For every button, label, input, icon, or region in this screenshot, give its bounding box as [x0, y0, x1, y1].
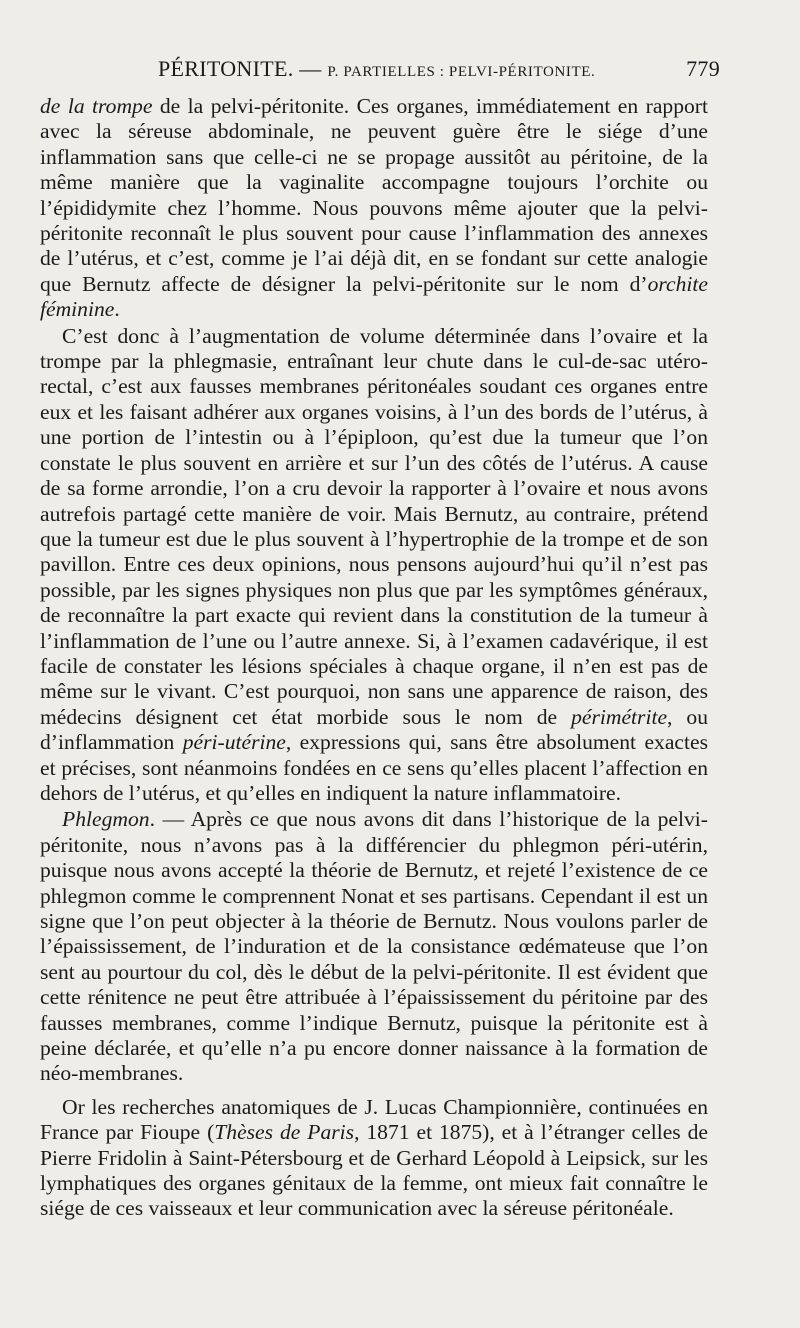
paragraph	[40, 1095, 708, 1222]
text-run: , 1871 et 1875), et à l’étranger celles de Pierre Fridolin à Saint-Pétersbourg et de Gerhard Léopold à Leipsick, sur les lymphatiques des organes génitaux de la femme, ont mieux fait connaître le siége de ces vaisseaux et leur communication avec la séreuse péritonéale.	[40, 1120, 708, 1221]
emphasis-text: périmétrite	[571, 704, 668, 729]
text-run: Or les recherches anatomiques de J. Lucas Championnière, continuées en France par Fioupe (	[40, 1094, 708, 1145]
paragraph	[40, 807, 708, 1086]
paragraph	[40, 324, 708, 807]
emphasis-text: de la trompe	[40, 94, 153, 118]
text-run: de la pelvi-péritonite. Ces organes, immédiatement en rapport avec la séreuse abdominale, ne peuvent guère être le siége d’une inflammation sans que celle-ci ne se propage aussitôt au péritoine, de la même manière que la vaginalite accompagne toujours l’orchite ou l’épididymite chez l’homme. Nous pouvons même ajouter que la pelvi-péritonite reconnaît le plus souvent pour cause l’inflammation des annexes de l’utérus, et c’est, comme je l’ai déjà dit, en se fondant sur cette analogie que Bernutz affecte de désigner la pelvi-péritonite sur le nom d’	[40, 94, 708, 296]
page-number: 779	[686, 56, 720, 81]
paragraph	[40, 94, 708, 323]
running-header	[40, 56, 720, 88]
emphasis-text: orchite féminine	[40, 271, 708, 322]
running-title	[158, 56, 595, 82]
text-run: . — Après ce que nous avons dit dans l’historique de la pelvi-péritonite, nous n’avons pas à la différencier du phlegmon péri-utérin, puisque nous avons accepté la théorie de Bernutz, et rejeté l’existence de ce phlegmon comme le comprennent Nonat et ses partisans. Cependant il est un signe que l’on peut objecter à la théorie de Bernutz. Nous voulons parler de l’épaississement, de l’induration et de la consistance œdémateuse que l’on sent au pourtour du col, dès le début de la pelvi-péritonite. Il est évident que cette rénitence ne peut être attribuée à l’épaississement du péritoine par des fausses membranes, comme l’indique Bernutz, puisque la péritonite est à peine déclarée, et qu’elle n’a pu encore donner naissance à la formation de néo-membranes.	[40, 807, 708, 1086]
emphasis-text: Phlegmon	[62, 807, 150, 832]
emphasis-text: Thèses de Paris	[214, 1120, 355, 1145]
header-dash: —	[293, 56, 328, 81]
page-body	[40, 94, 708, 1222]
text-run: , expressions qui, sans être absolument exactes et précises, sont néanmoins fondées en ce sens qu’elles placent l’affection en dehors de l’utérus, et qu’elles en indiquent la nature inflammatoire.	[40, 730, 708, 805]
header-subtitle: P. PARTIELLES : PELVI-PÉRITONITE.	[327, 64, 596, 80]
text-run: C’est donc à l’augmentation de volume déterminée dans l’ovaire et la trompe par la phlegmasie, entraînant leur chute dans le cul-de-sac utéro-rectal, c’est aux fausses membranes péritonéales soudant ces organes entre eux et les faisant adhérer aux organes voisins, à l’un des bords de l’utérus, à une portion de l’intestin ou à l’épiploon, qu’est due la tumeur que l’on constate le plus souvent en arrière et sur l’un des côtés de l’utérus. A cause de sa forme arrondie, l’on a cru devoir la rapporter à l’ovaire et nous avons autrefois partagé cette manière de voir. Mais Bernutz, au contraire, prétend que la tumeur est due le plus souvent à l’hypertrophie de la trompe et de son pavillon. Entre ces deux opinions, nous pensons aujourd’hui qu’il n’est pas possible, par les signes physiques non plus que par les symptômes généraux, de reconnaître la part exacte qui revient dans la constitution de la tumeur à l’inflammation de l’une ou l’autre annexe. Si, à l’examen cadavérique, il est facile de constater les lésions spéciales à chaque organe, il n’en est pas de même sur le vivant. C’est pourquoi, non sans une apparence de raison, des médecins désignent cet état morbide sous le nom de	[40, 323, 708, 729]
text-run: .	[114, 297, 120, 322]
header-title: PÉRITONITE.	[158, 56, 294, 81]
text-run: , ou d’inflammation	[40, 704, 708, 755]
emphasis-text: péri-utérine	[182, 730, 286, 755]
